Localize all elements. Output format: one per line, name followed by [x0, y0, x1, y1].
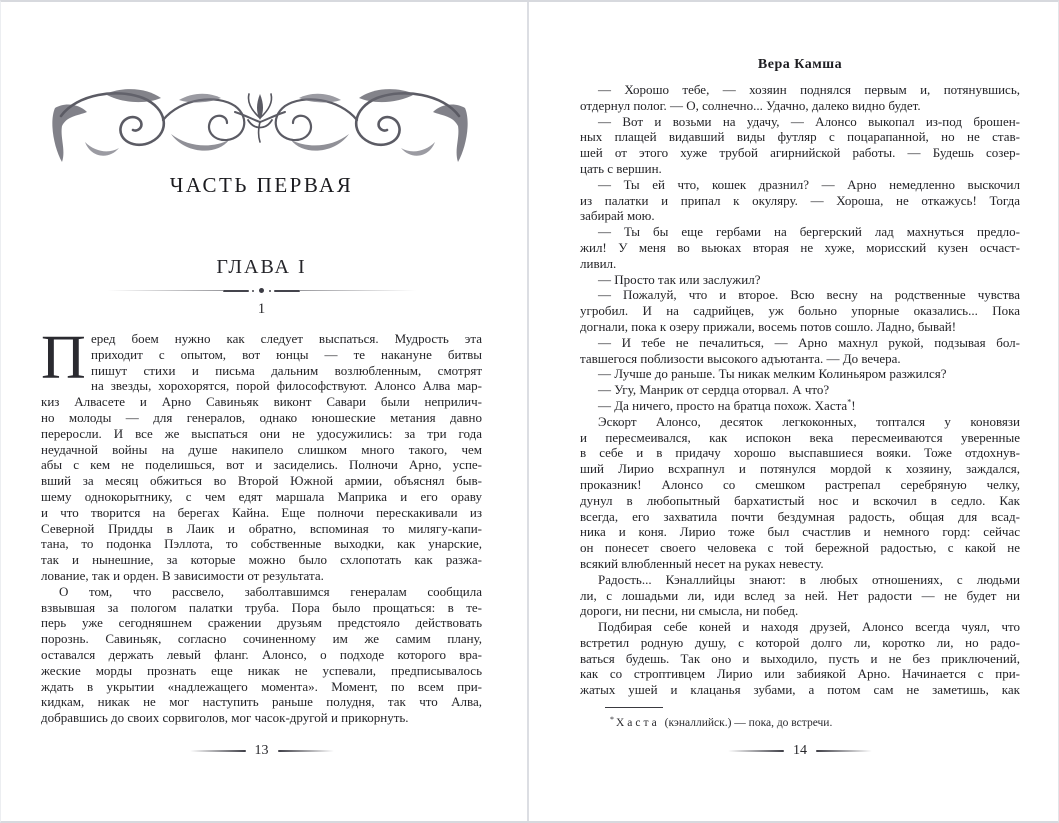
text-line: Эскорт Алонсо, десяток легкоконных, топтался у коновязи	[598, 413, 1020, 429]
text-line: отдернул полог. — О, солнечно... Удачно, далеко видно будет.	[580, 97, 921, 113]
text-line: переросли. И все же выспаться они не удосужились: за три года	[41, 425, 482, 441]
paragraph	[580, 619, 1020, 698]
text-line: Подбирая себе коней и находя друзей, Алонсо всегда чуял, что	[598, 619, 1020, 635]
footer-rule-right	[816, 750, 872, 752]
text-line: взвывшая за пологом палатки труба. Пора было прощаться: в те-	[41, 599, 482, 615]
text-line: киз Алвасете и Арно Савиньяк виконт Савари были неприлич-	[41, 394, 482, 410]
text-line: — И тебе не печалиться, — Арно махнул рукой, подзывая бол-	[598, 334, 1020, 350]
text-line: цать с вершин.	[580, 160, 662, 176]
footnote-term: Хаста	[616, 717, 660, 729]
paragraph	[41, 584, 482, 726]
text-line: и что творится на берегах Кайна. Еще полночи перескакивали из	[41, 504, 482, 520]
footnote-marker: *	[610, 715, 614, 724]
divider-taper-right	[274, 290, 300, 292]
text-line: всегда, его захватила почти бездумная радость, общая для всад-	[580, 508, 1020, 524]
text-line: забирай мою.	[580, 208, 655, 224]
divider-dot-icon	[259, 288, 264, 293]
text-line: как со строптивцем Лирио или забиякой Арно. Начинается с при-	[580, 666, 1020, 682]
paragraph	[580, 335, 1020, 367]
text-line: ждать в укрытии «надлежащего момента». Момент, по всем при-	[41, 678, 482, 694]
chapter-title: ГЛАВА I	[216, 256, 307, 278]
divider-line-left	[107, 290, 223, 291]
text-line: — Пожалуй, что и второе. Всю весну на родственные чувства	[598, 287, 1020, 303]
text-line: ливил.	[580, 255, 617, 271]
text-line: — Вот и возьми на удачу, — Алонсо выкопал из-под брошен-	[598, 113, 1020, 129]
text-line: оставался держать левый фланг. Алонсо, о подходе которого вра-	[41, 646, 482, 662]
part-title: ЧАСТЬ ПЕРВАЯ	[169, 173, 354, 197]
text-line: кидкам, никак не мог наступить раньше полудня, так что Алва,	[41, 694, 482, 710]
footnote-reference-marker: *	[847, 397, 852, 407]
text-line: абы с кем не поделишься, вот и засиделись. Полночи Арно, успе-	[41, 457, 482, 473]
paragraph	[580, 224, 1020, 271]
text-line: встретил родную душу, с которой долго ли, коротко ли, но радо-	[580, 634, 1020, 650]
text-line: ных плащей видавший виды футляр с поцарапанной, но не став-	[580, 129, 1020, 145]
paragraph	[580, 272, 1020, 288]
text-line: — Ты ей что, кошек дразнил? — Арно немедленно выскочил	[598, 176, 1020, 192]
running-header-author: Вера Камша	[757, 57, 843, 72]
page-number-left: 13	[254, 743, 269, 758]
text-line: жил! У меня во вьюках вторая не хуже, морисский кузен осчаст-	[580, 239, 1020, 255]
text-line: догнали, пока к озеру прижали, восемь потов сошло. Ладно, бывай!	[580, 318, 957, 334]
paragraph	[41, 324, 482, 584]
footer-rule-right	[278, 750, 334, 752]
divider-line-right	[300, 290, 416, 291]
paragraph	[580, 572, 1020, 619]
text-line: неудачной войны на душе накипело слишком много такого, чем	[41, 441, 482, 457]
text-line: Радость... Кэналлийцы знают: в любых отношениях, с людьми	[598, 571, 1020, 587]
paragraph	[580, 398, 1020, 414]
page-number-right: 14	[793, 743, 807, 758]
text-line: порознь. Савиньяк, согласно сочиненному им же самим плану,	[41, 631, 482, 647]
text-line: дороги, ни песни, ни смысла, ни побед.	[580, 603, 799, 619]
text-line: но молоды — для генералов, однако юношеские метания давно	[41, 409, 482, 425]
text-line: приходит с опытом, вот юнцы — те накануне битвы	[91, 346, 482, 362]
text-line: в себе и в придачу хорошо выспавшиеся вояки. Тоже отдохнув-	[580, 445, 1020, 461]
text-line: ший Лирио всхрапнул и потянулся мордой к хозяину, заждался,	[580, 461, 1020, 477]
text-line: — Просто так или заслужил?	[598, 271, 761, 287]
text-line: дунул в любопытный бархатистый нос и вскочил в седло. Как	[580, 492, 1020, 508]
paragraph	[580, 414, 1020, 572]
text-line: лование, так и орден. В зависимости от результата.	[41, 567, 324, 583]
text-line: на звезды, хорохорятся, порой философствуют. Алонсо Алва мар-	[91, 378, 482, 394]
text-line: — Да ничего, просто на братца похож. Хаста*!	[598, 397, 856, 413]
chapter-divider	[41, 288, 482, 293]
text-line: еред боем нужно как следует выспаться. Мудрость эта	[91, 331, 482, 346]
text-line: он понесет своего человека с той бережной радостью, с какой не	[580, 540, 1020, 556]
text-line: жатых ушей и клацанья зубами, а потом сам не заметишь, как	[580, 682, 1020, 698]
text-line: — Угу, Манрик от сердца оторвал. А что?	[598, 382, 830, 398]
text-line: — Ты бы еще гербами на бергерский лад махнуться предло-	[598, 224, 1020, 240]
text-line: из палатки и припал к окуляру. — Хороша, не откажусь! Тогда	[580, 192, 1020, 208]
text-line: пишут стихи и письма дальним возлюбленным, смотрят	[91, 362, 482, 378]
text-line: жеские морды прознать еще никак не успевали, предписывалось	[41, 662, 482, 678]
text-line: так и нынешние, за которые можно было схлопотать как разжа-	[41, 552, 482, 568]
footnote	[580, 712, 1020, 731]
paragraph	[580, 82, 1020, 114]
left-page-body	[41, 324, 482, 726]
divider-taper-left	[223, 290, 249, 292]
page-right	[529, 2, 1058, 821]
footnote-rule	[605, 707, 663, 708]
left-page-footer	[41, 743, 482, 759]
text-line: ли, с лошадьми ли, иди вслед за ней. Нет радости — не будет ни	[580, 587, 1020, 603]
paragraph	[580, 287, 1020, 334]
page-left	[1, 2, 529, 821]
text-line: шей от этого хуже трубой агирнийской работы. — Будешь созер-	[580, 145, 1020, 161]
right-page-footer	[580, 743, 1020, 759]
divider-dot-small-left	[252, 290, 254, 292]
paragraph	[580, 366, 1020, 382]
text-line: тавшегося поблизости высокого адъютанта. — До вечера.	[580, 350, 901, 366]
divider-dot-small-right	[269, 290, 271, 292]
paragraph	[580, 114, 1020, 177]
text-line: всякий влюбленный несет на руках невесту.	[580, 555, 824, 571]
text-line: перь уже сегодняшнем сражении друзьям предстояло действовать	[41, 615, 482, 631]
text-line: вший за месяц обжиться во Второй Южной армии, объяснял быв-	[41, 473, 482, 489]
footer-rule-left	[190, 750, 246, 752]
text-line: — Лучше до раньше. Ты никак мелким Колиньяром разжился?	[598, 366, 947, 382]
text-line: — Хорошо тебе, — хозяин поднялся первым и, потянувшись,	[598, 82, 1020, 97]
text-line: добравшись до своих сорвиголов, мог часок-другой и прикорнуть.	[41, 710, 409, 726]
paragraph	[580, 382, 1020, 398]
section-number: 1	[257, 301, 266, 317]
text-line: угробил. И на садрийцев, уж больно упорные оказались... Пока	[580, 303, 1020, 319]
paragraph	[580, 177, 1020, 224]
text-line: ваться будешь. Так оно и выходило, пусть и не без приключений,	[580, 650, 1020, 666]
text-line: тана, то подонка Пэллота, то собственные выходки, как унарские,	[41, 536, 482, 552]
footer-rule-left	[728, 750, 784, 752]
text-line: и пересмеивался, как испокон века пересмеиваются уверенные	[580, 429, 1020, 445]
right-page-body	[580, 82, 1020, 698]
text-line: Северной Придды в Лаик и обратно, вспоминая то милягу-капи-	[41, 520, 482, 536]
headpiece-ornament-icon	[51, 86, 469, 168]
text-line: О том, что рассвело, заболтавшимся генералам сообщила	[59, 583, 482, 599]
text-line: проказник! Алонсо со смешком растрепал серебряную челку,	[580, 476, 1020, 492]
footnote-definition: (кэналлийск.) — пока, до встречи.	[664, 717, 833, 729]
text-line: шему однокорытнику, с чем едят маршала Маприка и его ораву	[41, 488, 482, 504]
drop-cap: П	[41, 324, 86, 392]
text-line: ника и коня. Лирио тоже был счастлив и немного горд: сейчас	[580, 524, 1020, 540]
